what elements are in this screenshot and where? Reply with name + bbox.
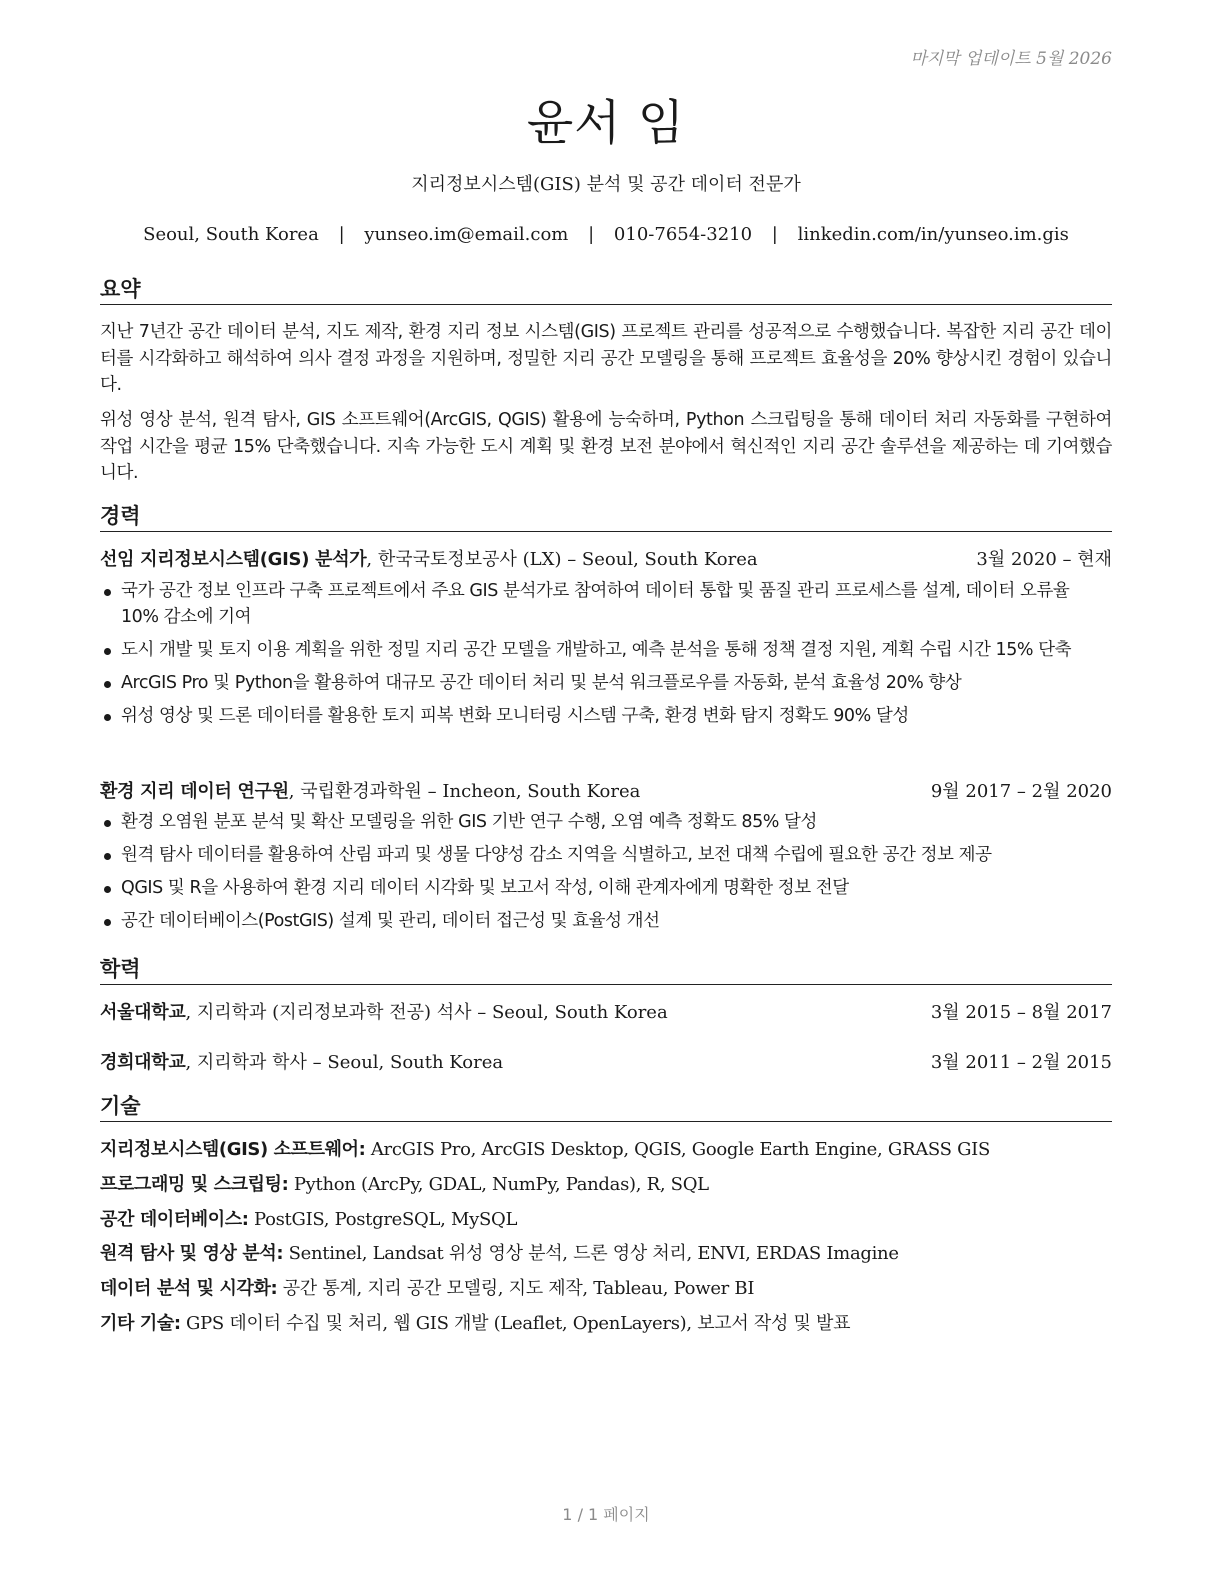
job-heading — [100, 548, 1112, 572]
list-item: QGIS 및 R을 사용하여 환경 지리 데이터 시각화 및 보고서 작성, 이해 관계자에게 명확한 정보 전달 — [100, 875, 1112, 901]
list-item: 원격 탐사 데이터를 활용하여 산림 파괴 및 생물 다양성 감소 지역을 식별하고, 보전 대책 수립에 필요한 공간 정보 제공 — [100, 842, 1112, 868]
skill-label: 공간 데이터베이스: — [100, 1209, 249, 1230]
skill-label: 데이터 분석 및 시각화: — [100, 1278, 278, 1299]
skill-row — [100, 1277, 1112, 1301]
skill-label: 원격 탐사 및 영상 분석: — [100, 1243, 284, 1264]
contact-separator: | — [338, 224, 345, 245]
skill-row — [100, 1138, 1112, 1162]
skill-value: PostGIS, PostgreSQL, MySQL — [248, 1209, 518, 1230]
section-title-education: 학력 — [100, 956, 1112, 985]
education-line — [100, 1051, 503, 1075]
contact-phone: 010-7654-3210 — [613, 224, 753, 245]
last-updated: 마지막 업데이트 5월 2026 — [910, 49, 1112, 69]
skill-label: 지리정보시스템(GIS) 소프트웨어: — [100, 1139, 366, 1160]
job-role: 선임 지리정보시스템(GIS) 분석가 — [100, 549, 367, 570]
list-item: 환경 오염원 분포 분석 및 확산 모델링을 위한 GIS 기반 연구 수행, 오염 예측 정확도 85% 달성 — [100, 809, 1112, 835]
list-item: 공간 데이터베이스(PostGIS) 설계 및 관리, 데이터 접근성 및 효율성 개선 — [100, 908, 1112, 934]
contact-separator: | — [771, 224, 778, 245]
job-title-line — [100, 780, 640, 804]
skill-value: ArcGIS Pro, ArcGIS Desktop, QGIS, Google Earth Engine, GRASS GIS — [365, 1139, 990, 1160]
job-org: , 한국국토정보공사 (LX) – Seoul, South Korea — [366, 549, 758, 570]
contact-location: Seoul, South Korea — [143, 224, 319, 245]
degree-detail: , 지리학과 학사 – Seoul, South Korea — [185, 1052, 504, 1073]
list-item: ArcGIS Pro 및 Python을 활용하여 대규모 공간 데이터 처리 및 분석 워크플로우를 자동화, 분석 효율성 20% 향상 — [100, 670, 1112, 696]
contact-linkedin[interactable]: linkedin.com/in/yunseo.im.gis — [797, 224, 1069, 245]
section-title-skills: 기술 — [100, 1093, 1112, 1122]
list-item: 국가 공간 정보 인프라 구축 프로젝트에서 주요 GIS 분석가로 참여하여 데이터 통합 및 품질 관리 프로세스를 설계, 데이터 오류율 10% 감소에 기여 — [100, 578, 1112, 630]
education-dates: 3월 2015 – 8월 2017 — [930, 1002, 1112, 1023]
education-item — [100, 1051, 1112, 1075]
summary-paragraph: 지난 7년간 공간 데이터 분석, 지도 제작, 환경 지리 정보 시스템(GIS) 프로젝트 관리를 성공적으로 수행했습니다. 복잡한 지리 공간 데이터를 시각화하고 해석하여 의사 결정 과정을 지원하며, 정밀한 지리 공간 모델링을 통해 프로젝트 효율성을 20% 향상시킨 경험이 있습니다. — [100, 322, 1112, 395]
job-bullets — [100, 578, 1112, 736]
summary-paragraph: 위성 영상 분석, 원격 탐사, GIS 소프트웨어(ArcGIS, QGIS) 활용에 능숙하며, Python 스크립팅을 통해 데이터 처리 자동화를 구현하여 작업 시간을 평균 15% 단축했습니다. 지속 가능한 도시 계획 및 환경 보전 분야에서 혁신적인 지리 공간 솔루션을 제공하는 데 기여했습니다. — [100, 410, 1112, 483]
skill-row — [100, 1208, 1112, 1232]
contact-line — [100, 224, 1112, 245]
job-bullets — [100, 809, 1112, 941]
skill-value: 공간 통계, 지리 공간 모델링, 지도 제작, Tableau, Power BI — [277, 1278, 755, 1299]
education-dates: 3월 2011 – 2월 2015 — [930, 1052, 1112, 1073]
job-title-line — [100, 548, 758, 572]
degree-detail: , 지리학과 (지리정보과학 전공) 석사 – Seoul, South Korea — [185, 1002, 668, 1023]
skill-value: Python (ArcPy, GDAL, NumPy, Pandas), R, SQL — [288, 1174, 709, 1195]
skill-row — [100, 1242, 1112, 1266]
skill-row — [100, 1312, 1112, 1336]
candidate-headline: 지리정보시스템(GIS) 분석 및 공간 데이터 전문가 — [411, 174, 801, 195]
job-org: , 국립환경과학원 – Incheon, South Korea — [288, 781, 641, 802]
contact-email[interactable]: yunseo.im@email.com — [364, 224, 569, 245]
section-title-experience: 경력 — [100, 503, 1112, 532]
skill-label: 프로그래밍 및 스크립팅: — [100, 1174, 289, 1195]
education-item — [100, 1001, 1112, 1025]
job-heading — [100, 780, 1112, 804]
job-role: 환경 지리 데이터 연구원 — [100, 781, 289, 802]
education-line — [100, 1001, 668, 1025]
job-dates: 3월 2020 – 현재 — [976, 549, 1112, 570]
skill-value: Sentinel, Landsat 위성 영상 분석, 드론 영상 처리, ENVI, ERDAS Imagine — [283, 1243, 899, 1264]
school-name: 서울대학교 — [100, 1002, 186, 1023]
contact-separator: | — [588, 224, 595, 245]
page-number: 1 / 1 페이지 — [562, 1505, 650, 1524]
list-item: 위성 영상 및 드론 데이터를 활용한 토지 피복 변화 모니터링 시스템 구축, 환경 변화 탐지 정확도 90% 달성 — [100, 703, 1112, 729]
candidate-name: 윤서 임 — [526, 95, 686, 151]
school-name: 경희대학교 — [100, 1052, 186, 1073]
job-dates: 9월 2017 – 2월 2020 — [930, 781, 1112, 802]
skill-value: GPS 데이터 수집 및 처리, 웹 GIS 개발 (Leaflet, OpenLayers), 보고서 작성 및 발표 — [180, 1313, 851, 1334]
skill-label: 기타 기술: — [100, 1313, 181, 1334]
section-title-summary: 요약 — [100, 276, 1112, 305]
resume-page — [100, 0, 1112, 1584]
list-item: 도시 개발 및 토지 이용 계획을 위한 정밀 지리 공간 모델을 개발하고, 예측 분석을 통해 정책 결정 지원, 계획 수립 시간 15% 단축 — [100, 637, 1112, 663]
skill-row — [100, 1173, 1112, 1197]
